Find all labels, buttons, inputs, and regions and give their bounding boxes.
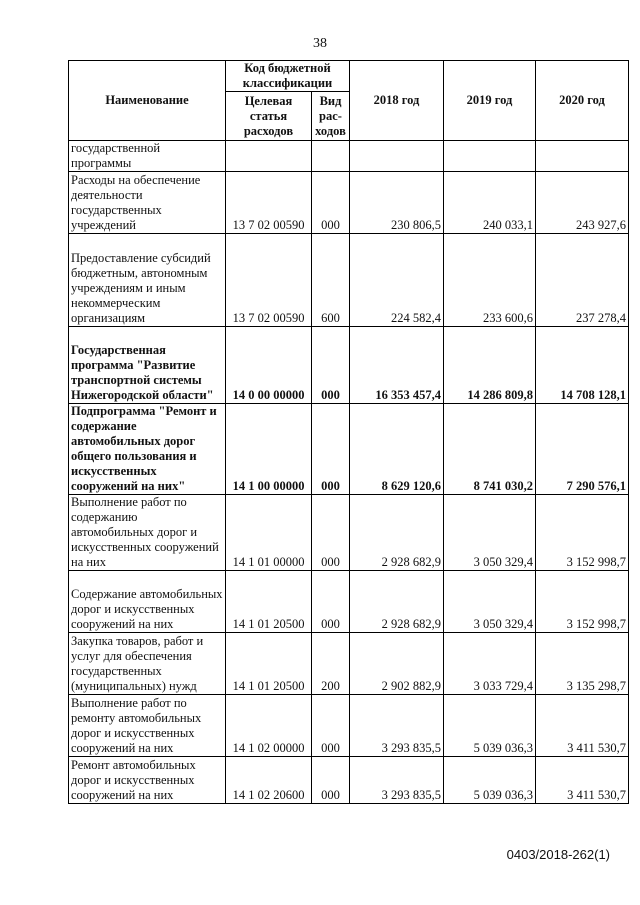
row-2018: 230 806,5 [350, 172, 444, 234]
row-expense-type: 000 [312, 571, 350, 633]
header-target-item: Целевая статья расходов [226, 92, 312, 141]
row-name: государственной программы [69, 141, 226, 172]
row-2018: 224 582,4 [350, 234, 444, 327]
row-name: Подпрограмма "Ремонт и содержание автомобильных дорог общего пользования и искусственных сооружений на них" [69, 404, 226, 495]
header-expense-type: Вид рас-ходов [312, 92, 350, 141]
row-name: Государственная программа "Развитие транспортной системы Нижегородской области" [69, 327, 226, 404]
row-expense-type: 000 [312, 172, 350, 234]
row-name: Расходы на обеспечение деятельности государственных учреждений [69, 172, 226, 234]
row-2019: 240 033,1 [444, 172, 536, 234]
row-2020 [536, 141, 629, 172]
row-2020: 14 708 128,1 [536, 327, 629, 404]
row-2020: 3 411 530,7 [536, 757, 629, 804]
row-target-code: 13 7 02 00590 [226, 172, 312, 234]
page-number: 38 [313, 36, 327, 51]
row-2018 [350, 141, 444, 172]
table-body [69, 141, 629, 804]
table-row [69, 695, 629, 757]
row-name: Предоставление субсидий бюджетным, автономным учреждениям и иным некоммерческим организациям [69, 234, 226, 327]
table-row [69, 757, 629, 804]
row-2020: 3 135 298,7 [536, 633, 629, 695]
table-row [69, 141, 629, 172]
row-2020: 3 152 998,7 [536, 495, 629, 571]
header-2020: 2020 год [536, 61, 629, 141]
row-target-code: 13 7 02 00590 [226, 234, 312, 327]
row-2020: 3 152 998,7 [536, 571, 629, 633]
table-row [69, 633, 629, 695]
header-code-group: Код бюджетной классификации [226, 61, 350, 92]
row-name: Выполнение работ по ремонту автомобильных дорог и искусственных сооружений на них [69, 695, 226, 757]
row-target-code [226, 141, 312, 172]
row-2020: 243 927,6 [536, 172, 629, 234]
row-name: Ремонт автомобильных дорог и искусственных сооружений на них [69, 757, 226, 804]
header-name: Наименование [69, 61, 226, 141]
row-2018: 3 293 835,5 [350, 757, 444, 804]
row-2019: 14 286 809,8 [444, 327, 536, 404]
row-2018: 16 353 457,4 [350, 327, 444, 404]
row-2019: 8 741 030,2 [444, 404, 536, 495]
row-name: Содержание автомобильных дорог и искусственных сооружений на них [69, 571, 226, 633]
row-target-code: 14 1 02 20600 [226, 757, 312, 804]
row-2019 [444, 141, 536, 172]
row-2020: 3 411 530,7 [536, 695, 629, 757]
row-expense-type: 000 [312, 495, 350, 571]
row-expense-type: 600 [312, 234, 350, 327]
row-expense-type: 000 [312, 404, 350, 495]
row-expense-type: 000 [312, 695, 350, 757]
table-row [69, 234, 629, 327]
row-2019: 5 039 036,3 [444, 695, 536, 757]
row-target-code: 14 0 00 00000 [226, 327, 312, 404]
budget-table [68, 60, 629, 804]
row-2018: 8 629 120,6 [350, 404, 444, 495]
row-target-code: 14 1 01 20500 [226, 633, 312, 695]
row-2019: 5 039 036,3 [444, 757, 536, 804]
row-target-code: 14 1 01 00000 [226, 495, 312, 571]
row-2020: 7 290 576,1 [536, 404, 629, 495]
row-expense-type: 000 [312, 757, 350, 804]
row-target-code: 14 1 02 00000 [226, 695, 312, 757]
row-2020: 237 278,4 [536, 234, 629, 327]
row-2018: 2 928 682,9 [350, 495, 444, 571]
row-2018: 2 902 882,9 [350, 633, 444, 695]
row-2019: 233 600,6 [444, 234, 536, 327]
row-2019: 3 050 329,4 [444, 571, 536, 633]
row-target-code: 14 1 01 20500 [226, 571, 312, 633]
header-2018: 2018 год [350, 61, 444, 141]
row-target-code: 14 1 00 00000 [226, 404, 312, 495]
row-2019: 3 050 329,4 [444, 495, 536, 571]
document-reference: 0403/2018-262(1) [506, 847, 610, 862]
row-2018: 3 293 835,5 [350, 695, 444, 757]
row-expense-type: 200 [312, 633, 350, 695]
row-name: Выполнение работ по содержанию автомобильных дорог и искусственных сооружений на них [69, 495, 226, 571]
table-row [69, 495, 629, 571]
table-row [69, 327, 629, 404]
row-expense-type: 000 [312, 327, 350, 404]
row-expense-type [312, 141, 350, 172]
table-row [69, 571, 629, 633]
row-2019: 3 033 729,4 [444, 633, 536, 695]
row-name: Закупка товаров, работ и услуг для обеспечения государственных (муниципальных) нужд [69, 633, 226, 695]
table-row [69, 172, 629, 234]
header-2019: 2019 год [444, 61, 536, 141]
row-2018: 2 928 682,9 [350, 571, 444, 633]
table-row [69, 404, 629, 495]
